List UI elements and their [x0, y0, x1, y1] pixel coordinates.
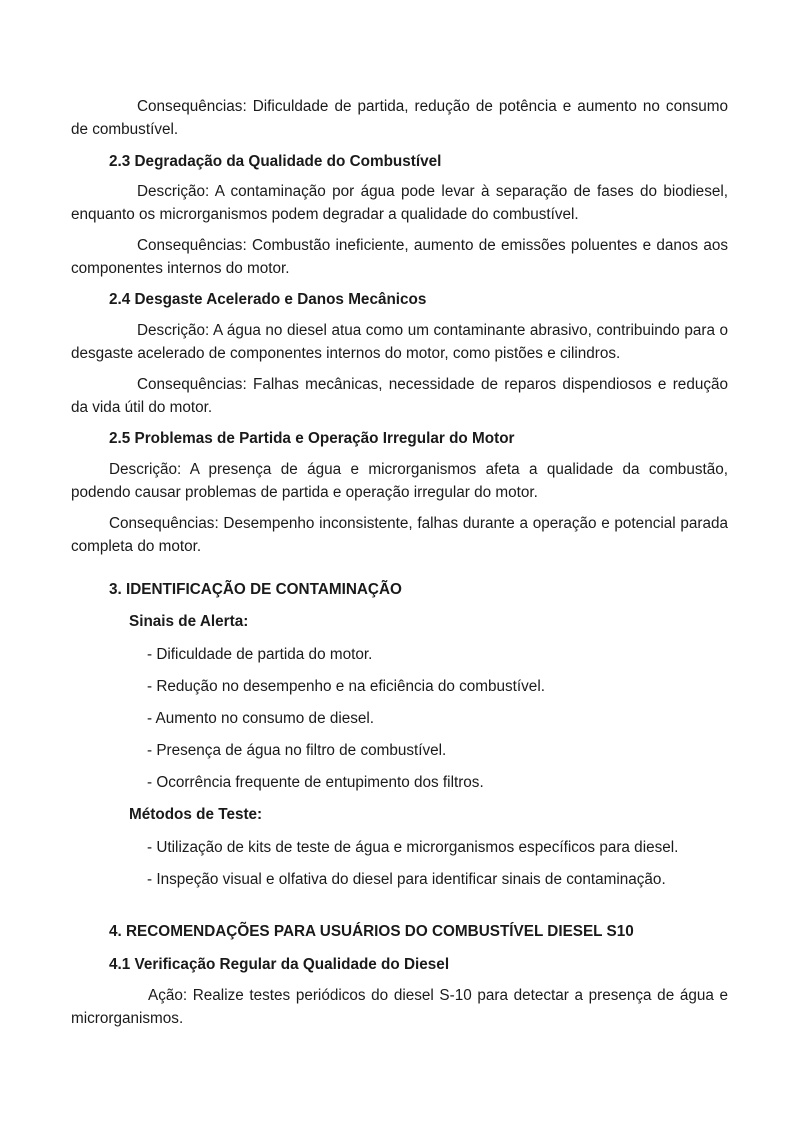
paragraph-2-3-descricao: Descrição: A contaminação por água pode levar à separação de fases do biodiesel, enquanto os microrganismos podem degradar a qualidade do combustível. [71, 183, 728, 223]
list-item-sinal: - Aumento no consumo de diesel. [147, 710, 375, 727]
heading-4-1: 4.1 Verificação Regular da Qualidade do Diesel [109, 956, 450, 973]
paragraph-2-2-consequencias: Consequências: Dificuldade de partida, redução de potência e aumento no consumo de combustível. [71, 98, 728, 138]
paragraph-2-4-consequencias: Consequências: Falhas mecânicas, necessidade de reparos dispendiosos e redução da vida útil do motor. [71, 376, 728, 416]
heading-2-5: 2.5 Problemas de Partida e Operação Irregular do Motor [109, 430, 515, 447]
heading-2-4: 2.4 Desgaste Acelerado e Danos Mecânicos [109, 291, 427, 308]
paragraph-2-3-consequencias: Consequências: Combustão ineficiente, aumento de emissões poluentes e danos aos componentes internos do motor. [71, 237, 728, 277]
heading-metodos-de-teste: Métodos de Teste: [129, 806, 263, 823]
paragraph-4-1-acao: Ação: Realize testes periódicos do diesel S-10 para detectar a presença de água e microrganismos. [71, 987, 728, 1027]
heading-4: 4. RECOMENDAÇÕES PARA USUÁRIOS DO COMBUSTÍVEL DIESEL S10 [109, 923, 634, 940]
heading-sinais-de-alerta: Sinais de Alerta: [129, 613, 249, 630]
list-item-metodo: - Inspeção visual e olfativa do diesel para identificar sinais de contaminação. [147, 871, 666, 888]
list-item-metodo: - Utilização de kits de teste de água e microrganismos específicos para diesel. [147, 839, 679, 856]
list-item-sinal: - Redução no desempenho e na eficiência do combustível. [147, 678, 545, 695]
list-item-sinal: - Ocorrência frequente de entupimento dos filtros. [147, 774, 484, 791]
paragraph-2-5-descricao: Descrição: A presença de água e microrganismos afeta a qualidade da combustão, podendo causar problemas de partida e operação irregular do motor. [71, 461, 728, 501]
paragraph-2-4-descricao: Descrição: A água no diesel atua como um contaminante abrasivo, contribuindo para o desgaste acelerado de componentes internos do motor, como pistões e cilindros. [71, 322, 728, 362]
list-item-sinal: - Presença de água no filtro de combustível. [147, 742, 447, 759]
heading-3: 3. IDENTIFICAÇÃO DE CONTAMINAÇÃO [109, 581, 402, 598]
list-item-sinal: - Dificuldade de partida do motor. [147, 646, 373, 663]
heading-2-3: 2.3 Degradação da Qualidade do Combustível [109, 153, 442, 170]
paragraph-2-5-consequencias: Consequências: Desempenho inconsistente, falhas durante a operação e potencial parada completa do motor. [71, 515, 728, 555]
